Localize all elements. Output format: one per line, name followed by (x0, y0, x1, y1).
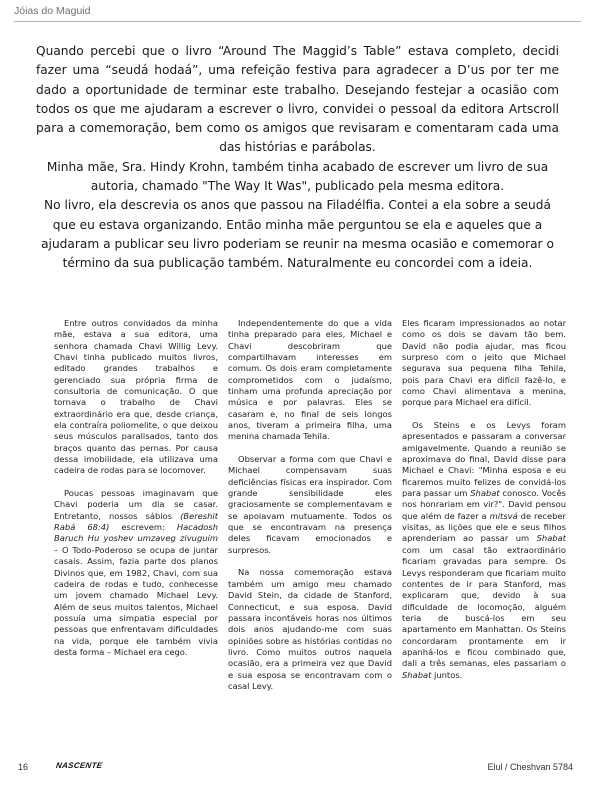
intro-paragraph-2: Minha mãe, Sra. Hindy Krohn, também tinha acabado de escrever um livro de sua autoria, chamado "The Way It Was", publicado pela mesma editora. (46, 159, 549, 194)
term: mitsvá (489, 510, 518, 521)
term: Shabat (470, 488, 500, 499)
article-paragraph: Observar a forma com que Chavi e Michael compensavam suas deficiências físicas era inspirador. Com grande sensibilidade eles graciosamente se complementavam e se apoiavam mutuamente. Todos os que se encontravam na presença deles ficavam emocionados e surpresos. (228, 454, 392, 555)
article-column-2 (228, 318, 392, 750)
article-paragraph (402, 420, 566, 681)
text-run: escrevem: (109, 522, 177, 533)
text-run: conosco. Vocês nos honrariam em vir?". David pensou que além de fazer a (402, 488, 566, 521)
text-run: com um casal tão extraordinário ficariam gravadas para sempre. Os Levys responderam que ficariam muito contentes de ir para Stanford, mas explicaram que, devido à sua dificuldade de locomoção, alguém teria de buscá-los em seu apartamento em Manhattan. Os Steins concordaram prontamente em ir apanhá-los e ficou combinado que, dali a três semanas, eles passariam o (402, 544, 566, 669)
header-divider (14, 21, 581, 22)
article-paragraph: Eles ficaram impressionados ao notar como os dois se davam tão bem. David não podia ajudar, mas ficou surpreso com o jeito que Michael segurava sua pequena filha Tehila, pois para Chavi era difícil fazê-lo, e como Chavi alimentava a menina, porque para Michael era difícil. (402, 318, 566, 408)
intro-paragraph-3: No livro, ela descrevia os anos que passou na Filadélfia. Contei a ela sobre a seudá que eu estava organizando. Então minha mãe perguntou se ela e aqueles que a ajudaram a publicar seu livro poderiam se reunir na mesma ocasião e comemorar o término da sua publicação também. Naturalmente eu concordei com a ideia. (41, 198, 554, 271)
page-number: 16 (18, 762, 29, 772)
article-column-1 (54, 318, 218, 750)
text-run: Poucas pessoas imaginavam que Chavi poderia um dia se casar. Entretanto, nossos sábios (54, 488, 218, 521)
article-columns (54, 318, 566, 750)
term: Shabat (402, 669, 432, 680)
term: Shabat (536, 533, 566, 544)
text-run: – O Todo-Poderoso se ocupa de juntar casais. Assim, fazia parte dos planos Divinos que, em 1982, Chavi, com sua cadeira de rodas e tudo, conhecesse um jovem chamado Michael Levy. Além de seus muitos talentos, Michael possuía uma simpatia especial por pessoas que enfrentavam dificuldades na vida, porque ele também vivia desta forma – Michael era cego. (54, 544, 218, 657)
intro-paragraph-1: Quando percebi que o livro “Around The Maggid’s Table” estava completo, decidi fazer uma “seudá hodaá”, uma refeição festiva para agradecer a D’us por ter me dado a oportunidade de terminar este trabalho. Desejando festejar a ocasião com todos os que me ajudaram a escrever o livro, convidei o pessoal da editora Artscroll para a comemoração, bem como os amigos que revisaram e comentaram cada uma das histórias e parábolas. (36, 44, 559, 155)
article-paragraph: Na nossa comemoração estava também um amigo meu chamado David Stein, da cidade de Stanford, Connecticut, e sua esposa. David passara incontáveis horas nos últimos dois anos ajudando-me com suas opiniões sobre as histórias contidas no livro. Como muitos outros naquela ocasião, era a primeira vez que David e sua esposa se encontravam com o casal Levy. (228, 567, 392, 691)
issue-label: Elul / Cheshvan 5784 (487, 762, 573, 772)
section-header: Jóias do Maguid (14, 5, 91, 17)
magazine-logo: NASCENTE (55, 761, 104, 770)
article-column-3 (402, 318, 566, 750)
hebrew-quote: Hacadosh Baruch Hu yoshev umzaveg zivuguim (54, 522, 218, 544)
article-paragraph: Entre outros convidados da minha mãe, estava a sua editora, uma senhora chamada Chavi Willig Levy. Chavi tinha publicado muitos livros, editado grandes trabalhos e gerenciado sua própria firma de consultoria de comunicação. O que tornava o trabalho de Chavi extraordinário era que, desde criança, ela contraíra poliomelite, o que deixou seus músculos paralisados, tanto dos braços quanto das pernas. Por causa dessa imobilidade, ela utilizava uma cadeira de rodas para se locomover. (54, 318, 218, 476)
text-run: Os Steins e os Levys foram apresentados e passaram a conversar amigavelmente. Quando a reunião se aproximava do final, David disse para Michael e Chavi: "Minha esposa e eu ficaremos muito felizes de convidá-los para passar um (402, 420, 566, 499)
article-paragraph: Independentemente do que a vida tinha preparado para eles, Michael e Chavi descobriram que compartilhavam interesses em comum. Os dois eram completamente comprometidos com o judaísmo, tinham uma profunda apreciação por música e por palavras. Eles se casaram e, no final de seis longos anos, tiveram a primeira filha, uma menina chamada Tehila. (228, 318, 392, 442)
citation: (Bereshit Rabá 68:4) (54, 510, 218, 533)
intro-text (36, 42, 559, 274)
text-run: de receber visitas, as lições que ele e seus filhos aprenderiam ao passar um (402, 510, 566, 544)
text-run: juntos. (431, 669, 463, 680)
article-paragraph (54, 488, 218, 658)
